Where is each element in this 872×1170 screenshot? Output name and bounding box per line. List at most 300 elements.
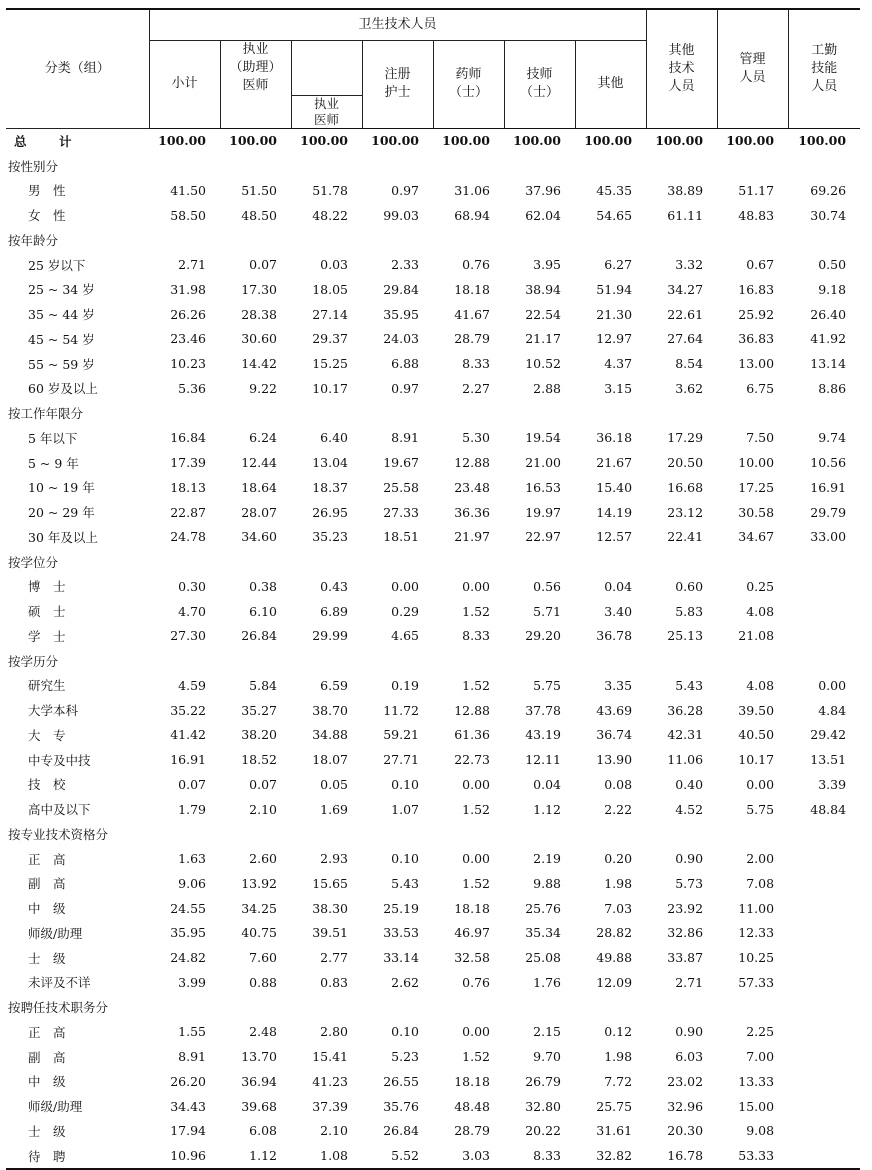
cell-value: 48.22 <box>312 207 348 223</box>
cell-value <box>291 822 362 847</box>
table-row <box>6 772 860 797</box>
cell-value: 0.67 <box>746 257 775 273</box>
cell-value: 38.94 <box>525 281 561 297</box>
cell-value: 8.33 <box>462 628 490 644</box>
cell-value: 11.06 <box>667 752 704 768</box>
cell-value: 4.65 <box>391 628 419 644</box>
row-label: 副 高 <box>28 876 66 892</box>
cell-value: 23.92 <box>667 900 704 916</box>
table-row <box>6 1094 860 1119</box>
cell-value: 45.35 <box>596 182 633 198</box>
cell-value <box>362 549 433 574</box>
table-row <box>6 698 860 723</box>
cell-value: 1.07 <box>391 801 419 817</box>
cell-value: 100.00 <box>798 133 847 149</box>
cell-value: 38.20 <box>241 727 277 743</box>
cell-value: 8.91 <box>178 1049 206 1065</box>
cell-value <box>433 401 504 426</box>
cell-value: 100.00 <box>442 133 490 149</box>
cell-value <box>788 624 860 649</box>
cell-value: 2.33 <box>391 257 419 273</box>
table-row <box>6 574 860 599</box>
table-body <box>6 128 860 1169</box>
cell-value <box>504 401 575 426</box>
cell-value: 49.88 <box>596 950 633 966</box>
cell-value <box>433 153 504 178</box>
cell-value: 16.68 <box>667 479 704 495</box>
cell-value: 20.22 <box>525 1123 561 1139</box>
cell-value: 0.00 <box>462 851 490 867</box>
cell-value <box>149 648 220 673</box>
cell-value: 59.21 <box>383 727 419 743</box>
row-label: 60 岁及以上 <box>28 381 98 397</box>
cell-value: 38.89 <box>667 182 704 198</box>
cell-value: 22.61 <box>667 306 704 322</box>
cell-value: 3.03 <box>433 1143 504 1169</box>
cell-value <box>362 228 433 253</box>
cell-value: 27.14 <box>312 306 348 322</box>
cell-value: 42.31 <box>667 727 704 743</box>
cell-value: 99.03 <box>383 207 419 223</box>
cell-value: 18.18 <box>454 281 490 297</box>
cell-value: 39.50 <box>738 702 775 718</box>
table-row <box>6 327 860 352</box>
cell-value: 100.00 <box>513 133 561 149</box>
table-row <box>6 1044 860 1069</box>
cell-value: 7.03 <box>604 900 633 916</box>
cell-value: 8.91 <box>391 430 419 446</box>
cell-value: 27.71 <box>383 752 419 768</box>
row-label: 25 ~ 34 岁 <box>28 282 95 298</box>
cell-value: 21.08 <box>738 628 775 644</box>
cell-value: 35.34 <box>525 925 561 941</box>
cell-value: 0.08 <box>604 776 633 792</box>
table-row <box>6 1143 860 1169</box>
cell-value <box>149 995 220 1020</box>
row-label: 高中及以下 <box>28 802 91 818</box>
cell-value: 38.70 <box>312 702 348 718</box>
cell-value: 48.84 <box>810 801 847 817</box>
cell-value: 18.18 <box>454 1073 490 1089</box>
cell-value: 30.60 <box>241 331 277 347</box>
row-label: 未评及不详 <box>28 975 91 991</box>
cell-value <box>362 648 433 673</box>
cell-value: 0.88 <box>249 974 277 990</box>
cell-value: 26.95 <box>312 504 348 520</box>
cell-value <box>362 822 433 847</box>
row-label: 硕 士 <box>28 604 66 620</box>
cell-value <box>788 574 860 599</box>
cell-value: 26.84 <box>241 628 277 644</box>
cell-value: 10.00 <box>738 455 775 471</box>
cell-value: 3.39 <box>818 776 847 792</box>
table-row <box>6 896 860 921</box>
cell-value: 18.05 <box>312 281 348 297</box>
cell-value: 6.08 <box>249 1123 277 1139</box>
cell-value: 0.04 <box>533 776 561 792</box>
cell-value: 15.40 <box>596 479 633 495</box>
cell-value <box>717 995 788 1020</box>
cell-value <box>788 401 860 426</box>
cell-value: 0.07 <box>178 776 206 792</box>
table-row <box>6 500 860 525</box>
cell-value: 51.94 <box>596 281 633 297</box>
table-row <box>6 797 860 822</box>
cell-value <box>220 401 291 426</box>
row-label: 师级/助理 <box>28 1099 83 1115</box>
cell-value <box>717 228 788 253</box>
cell-value: 23.48 <box>454 479 490 495</box>
cell-value <box>575 228 646 253</box>
cell-value: 5.36 <box>178 380 206 396</box>
cell-value: 6.59 <box>320 677 348 693</box>
header-worker: 工勤 技能 人员 <box>788 9 860 128</box>
cell-value: 37.78 <box>525 702 561 718</box>
cell-value: 5.75 <box>533 677 561 693</box>
cell-value: 1.69 <box>320 801 348 817</box>
cell-value <box>362 153 433 178</box>
cell-value: 1.52 <box>462 1049 490 1065</box>
cell-value: 29.84 <box>383 281 419 297</box>
cell-value: 0.07 <box>249 776 277 792</box>
row-label: 副 高 <box>28 1049 66 1065</box>
cell-value: 16.78 <box>646 1143 717 1169</box>
cell-value: 5.83 <box>675 603 704 619</box>
cell-value <box>788 1069 860 1094</box>
cell-value <box>717 401 788 426</box>
cell-value: 29.20 <box>525 628 561 644</box>
cell-value: 30.58 <box>738 504 775 520</box>
cell-value: 13.92 <box>241 875 277 891</box>
cell-value: 18.37 <box>312 479 348 495</box>
cell-value: 8.33 <box>462 356 490 372</box>
cell-value: 5.84 <box>249 677 277 693</box>
cell-value <box>717 822 788 847</box>
cell-value: 12.09 <box>596 974 633 990</box>
cell-value: 0.90 <box>675 1024 704 1040</box>
cell-value: 5.73 <box>675 875 704 891</box>
cell-value: 53.33 <box>717 1143 788 1169</box>
cell-value: 1.55 <box>178 1024 206 1040</box>
cell-value: 25.19 <box>383 900 419 916</box>
cell-value: 18.07 <box>312 752 348 768</box>
table-row <box>6 475 860 500</box>
cell-value <box>291 228 362 253</box>
cell-value <box>788 1094 860 1119</box>
cell-value: 41.50 <box>170 182 206 198</box>
cell-value <box>717 648 788 673</box>
cell-value <box>788 1020 860 1045</box>
cell-value <box>788 153 860 178</box>
cell-value: 32.86 <box>667 925 704 941</box>
cell-value: 7.60 <box>249 950 277 966</box>
cell-value: 100.00 <box>158 133 206 149</box>
cell-value: 61.36 <box>454 727 490 743</box>
cell-value: 3.15 <box>604 380 633 396</box>
cell-value: 4.70 <box>178 603 206 619</box>
cell-value: 35.95 <box>383 306 419 322</box>
table-row <box>6 351 860 376</box>
header-spacer <box>291 41 362 96</box>
cell-value: 2.71 <box>178 257 206 273</box>
table-row <box>6 302 860 327</box>
cell-value: 6.89 <box>320 603 348 619</box>
cell-value: 0.10 <box>391 851 419 867</box>
header-category: 分类（组） <box>6 9 149 128</box>
cell-value <box>291 153 362 178</box>
cell-value: 0.56 <box>533 578 561 594</box>
cell-value: 15.25 <box>312 356 348 372</box>
row-label: 大 专 <box>28 727 66 743</box>
cell-value <box>433 549 504 574</box>
cell-value: 100.00 <box>371 133 419 149</box>
cell-value: 6.88 <box>391 356 419 372</box>
table-row <box>6 1119 860 1144</box>
cell-value: 35.22 <box>170 702 206 718</box>
cell-value <box>575 648 646 673</box>
cell-value: 2.71 <box>675 974 704 990</box>
cell-value: 12.44 <box>241 455 277 471</box>
cell-value: 0.10 <box>391 776 419 792</box>
row-label: 5 ~ 9 年 <box>28 455 79 471</box>
cell-value: 68.94 <box>454 207 490 223</box>
cell-value <box>220 648 291 673</box>
cell-value: 2.25 <box>746 1024 775 1040</box>
cell-value <box>433 228 504 253</box>
cell-value: 7.50 <box>746 430 775 446</box>
cell-value: 15.65 <box>312 875 348 891</box>
row-label: 总 计 <box>14 133 82 149</box>
cell-value: 26.40 <box>810 306 847 322</box>
cell-value <box>646 549 717 574</box>
cell-value: 29.79 <box>810 504 847 520</box>
table-header <box>6 9 860 128</box>
cell-value: 17.25 <box>738 479 775 495</box>
cell-value: 4.08 <box>746 677 775 693</box>
cell-value <box>504 228 575 253</box>
cell-value: 39.68 <box>241 1098 277 1114</box>
category-row <box>6 549 860 574</box>
cell-value: 28.38 <box>241 306 277 322</box>
cell-value: 1.12 <box>533 801 561 817</box>
cell-value: 1.52 <box>462 677 490 693</box>
table-row <box>6 599 860 624</box>
cell-value: 23.46 <box>170 331 206 347</box>
cell-value: 10.52 <box>525 356 561 372</box>
cell-value: 2.10 <box>320 1123 348 1139</box>
row-label: 20 ~ 29 年 <box>28 505 95 521</box>
cell-value <box>788 228 860 253</box>
cell-value <box>149 822 220 847</box>
cell-value: 37.96 <box>525 182 561 198</box>
cell-value: 5.52 <box>362 1143 433 1169</box>
header-other-tech: 其他 技术 人员 <box>646 9 717 128</box>
cell-value: 37.39 <box>312 1098 348 1114</box>
cell-value: 5.71 <box>533 603 561 619</box>
cell-value: 0.50 <box>818 257 847 273</box>
cell-value: 1.76 <box>533 974 561 990</box>
cell-value: 3.40 <box>604 603 633 619</box>
cell-value: 34.27 <box>667 281 704 297</box>
cell-value: 21.30 <box>596 306 633 322</box>
cell-value: 9.22 <box>249 380 277 396</box>
cell-value: 19.54 <box>525 430 561 446</box>
cell-value <box>717 153 788 178</box>
row-label: 25 岁以下 <box>28 257 86 273</box>
row-label: 博 士 <box>28 579 66 595</box>
cell-value: 25.58 <box>383 479 419 495</box>
cell-value <box>646 153 717 178</box>
table-row <box>6 525 860 550</box>
cell-value: 21.97 <box>454 529 490 545</box>
cell-value: 58.50 <box>170 207 206 223</box>
cell-value <box>433 995 504 1020</box>
cell-value: 43.69 <box>596 702 633 718</box>
cell-value: 3.35 <box>604 677 633 693</box>
cell-value: 1.52 <box>462 603 490 619</box>
cell-value <box>291 995 362 1020</box>
cell-value: 0.00 <box>462 776 490 792</box>
cell-value: 48.48 <box>454 1098 490 1114</box>
cell-value: 2.10 <box>249 801 277 817</box>
cell-value: 23.02 <box>667 1073 704 1089</box>
cell-value: 8.54 <box>675 356 704 372</box>
cell-value: 12.88 <box>454 455 490 471</box>
cell-value: 9.18 <box>818 281 847 297</box>
cell-value: 33.00 <box>810 529 847 545</box>
cell-value: 100.00 <box>229 133 277 149</box>
cell-value: 1.98 <box>604 875 633 891</box>
cell-value: 32.58 <box>454 950 490 966</box>
cell-value: 10.56 <box>810 455 847 471</box>
cell-value: 2.00 <box>746 851 775 867</box>
cell-value: 16.53 <box>525 479 561 495</box>
cell-value <box>504 648 575 673</box>
category-row <box>6 995 860 1020</box>
cell-value <box>149 401 220 426</box>
cell-value: 13.33 <box>738 1073 775 1089</box>
row-label: 技 校 <box>28 777 66 793</box>
cell-value <box>788 896 860 921</box>
table-row <box>6 921 860 946</box>
cell-value: 9.06 <box>178 875 206 891</box>
table-row <box>6 450 860 475</box>
row-label: 男 性 <box>28 183 66 199</box>
row-label: 55 ~ 59 岁 <box>28 356 95 372</box>
cell-value: 27.30 <box>170 628 206 644</box>
cell-value: 12.88 <box>454 702 490 718</box>
cell-value: 0.40 <box>675 776 704 792</box>
cell-value: 0.04 <box>604 578 633 594</box>
cell-value: 31.98 <box>170 281 206 297</box>
cell-value: 6.10 <box>249 603 277 619</box>
cell-value: 40.75 <box>241 925 277 941</box>
cell-value <box>433 822 504 847</box>
cell-value: 25.08 <box>525 950 561 966</box>
cell-value: 41.67 <box>454 306 490 322</box>
cell-value: 46.97 <box>454 925 490 941</box>
cell-value: 31.61 <box>596 1123 633 1139</box>
cell-value: 21.00 <box>525 455 561 471</box>
cell-value: 3.32 <box>675 257 704 273</box>
cell-value: 34.60 <box>241 529 277 545</box>
cell-value: 30.74 <box>810 207 847 223</box>
cell-value: 5.23 <box>391 1049 419 1065</box>
cell-value: 26.79 <box>525 1073 561 1089</box>
cell-value: 6.75 <box>746 380 775 396</box>
cell-value: 32.80 <box>525 1098 561 1114</box>
cell-value: 33.87 <box>667 950 704 966</box>
cell-value: 0.60 <box>675 578 704 594</box>
cell-value <box>788 945 860 970</box>
cell-value <box>646 228 717 253</box>
cell-value: 29.37 <box>312 331 348 347</box>
cell-value: 34.25 <box>241 900 277 916</box>
cell-value <box>788 995 860 1020</box>
cell-value <box>504 153 575 178</box>
cell-value: 19.67 <box>383 455 419 471</box>
cell-value: 19.97 <box>525 504 561 520</box>
cell-value: 21.17 <box>525 331 561 347</box>
cell-value: 28.79 <box>454 1123 490 1139</box>
cell-value <box>504 822 575 847</box>
cell-value: 0.00 <box>462 578 490 594</box>
cell-value <box>788 822 860 847</box>
category-row <box>6 822 860 847</box>
cell-value: 14.19 <box>596 504 633 520</box>
table-row <box>6 871 860 896</box>
cell-value: 1.79 <box>178 801 206 817</box>
row-label: 按学历分 <box>8 653 59 669</box>
cell-value: 20.50 <box>667 455 704 471</box>
cell-value <box>646 822 717 847</box>
cell-value: 48.83 <box>738 207 775 223</box>
row-label: 按聘任技术职务分 <box>8 1000 109 1016</box>
cell-value: 0.97 <box>391 380 419 396</box>
cell-value: 0.05 <box>320 776 348 792</box>
cell-value: 0.76 <box>462 974 490 990</box>
cell-value: 1.08 <box>291 1143 362 1169</box>
cell-value: 18.51 <box>383 529 419 545</box>
cell-value: 4.59 <box>178 677 206 693</box>
category-row <box>6 153 860 178</box>
cell-value: 17.30 <box>241 281 277 297</box>
cell-value: 5.30 <box>462 430 490 446</box>
cell-value: 31.06 <box>454 182 490 198</box>
cell-value: 1.52 <box>462 875 490 891</box>
cell-value: 0.29 <box>391 603 419 619</box>
cell-value: 35.76 <box>383 1098 419 1114</box>
cell-value <box>575 995 646 1020</box>
table-row <box>6 673 860 698</box>
row-label: 大学本科 <box>28 703 79 719</box>
row-label: 正 高 <box>28 1024 66 1040</box>
row-label: 按学位分 <box>8 554 59 570</box>
cell-value: 2.19 <box>533 851 561 867</box>
header-subtotal: 小计 <box>149 41 220 129</box>
cell-value: 16.91 <box>170 752 206 768</box>
cell-value: 39.51 <box>312 925 348 941</box>
cell-value: 3.99 <box>178 974 206 990</box>
cell-value: 36.94 <box>241 1073 277 1089</box>
cell-value: 54.65 <box>596 207 633 223</box>
cell-value: 0.30 <box>178 578 206 594</box>
row-label: 按年龄分 <box>8 232 59 248</box>
cell-value <box>220 153 291 178</box>
cell-value: 2.22 <box>604 801 633 817</box>
cell-value: 9.88 <box>533 875 561 891</box>
cell-value: 11.72 <box>383 702 419 718</box>
